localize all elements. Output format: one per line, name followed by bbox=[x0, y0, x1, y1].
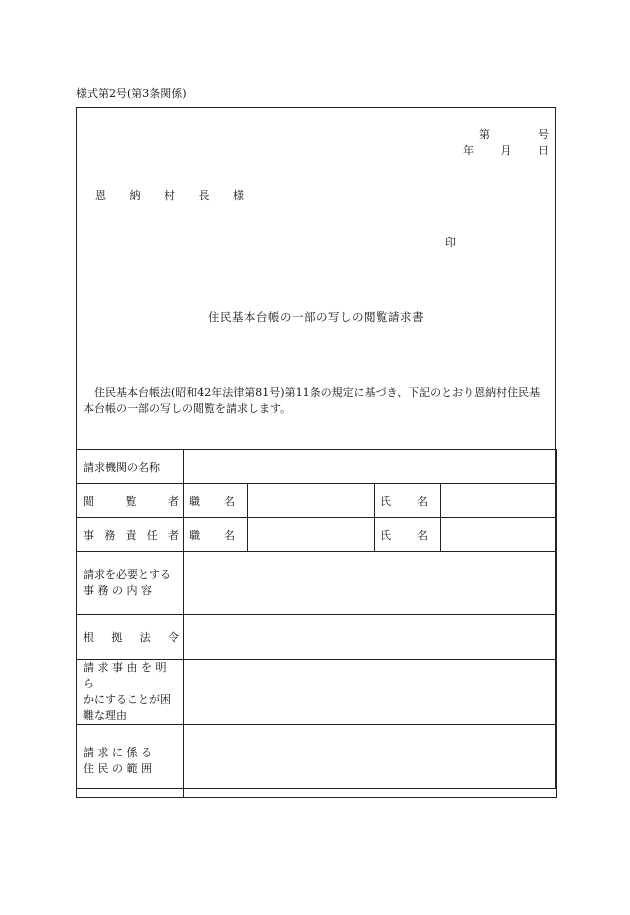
officer-label bbox=[77, 518, 184, 552]
reason-field[interactable] bbox=[184, 660, 557, 725]
legal-basis-field[interactable] bbox=[184, 615, 557, 660]
name-label-char: 名 bbox=[417, 528, 428, 542]
viewer-name-field[interactable] bbox=[441, 484, 557, 518]
purpose-label-line: 請求を必要とする bbox=[83, 568, 171, 581]
table-row bbox=[77, 552, 557, 615]
officer-name-field[interactable] bbox=[441, 518, 557, 552]
table-row bbox=[77, 450, 557, 484]
table-row bbox=[77, 660, 557, 725]
viewer-label-char: 閲 bbox=[83, 494, 94, 508]
form-number-label: 様式第2号(第3条関係) bbox=[76, 87, 187, 100]
viewer-name-label bbox=[375, 484, 441, 518]
scope-label bbox=[77, 725, 184, 798]
name-label-char: 名 bbox=[417, 494, 428, 508]
date-day: 日 bbox=[538, 144, 549, 157]
name-label-char: 氏 bbox=[380, 494, 391, 508]
org-name-label-text: 請求機関の名称 bbox=[83, 460, 160, 474]
date-line bbox=[463, 142, 549, 158]
document-title: 住民基本台帳の一部の写しの閲覧請求書 bbox=[208, 310, 424, 324]
reason-label-line: 難な理由 bbox=[83, 709, 127, 722]
position-label-char: 職 bbox=[189, 528, 200, 542]
table-row bbox=[77, 518, 557, 552]
viewer-position-field[interactable] bbox=[248, 484, 375, 518]
date-year: 年 bbox=[463, 144, 474, 157]
officer-position-label bbox=[184, 518, 248, 552]
request-details-table bbox=[76, 449, 557, 798]
viewer-label-char: 者 bbox=[168, 494, 179, 508]
reason-label-line: 請 求 事 由 を 明 ら bbox=[83, 661, 167, 690]
org-name-label bbox=[77, 450, 184, 484]
document-number-line bbox=[479, 126, 549, 142]
purpose-field[interactable] bbox=[184, 552, 557, 615]
officer-label-char: 事 bbox=[83, 528, 94, 542]
officer-label-char: 務 bbox=[104, 528, 116, 542]
reason-label bbox=[77, 660, 184, 725]
scope-label-line: 住 民 の 範 囲 bbox=[83, 762, 152, 775]
seal-mark: 印 bbox=[445, 236, 456, 249]
name-label-char: 氏 bbox=[380, 528, 391, 542]
scope-field[interactable] bbox=[184, 725, 557, 798]
viewer-label bbox=[77, 484, 184, 518]
table-row bbox=[77, 484, 557, 518]
position-label-char: 名 bbox=[224, 494, 235, 508]
legal-basis-label bbox=[77, 615, 184, 660]
document-number-suffix: 号 bbox=[538, 128, 549, 141]
position-label-char: 職 bbox=[189, 494, 200, 508]
request-form-sheet bbox=[76, 107, 556, 789]
document-number-prefix: 第 bbox=[479, 128, 490, 141]
addressee: 恩 納 村 長 様 bbox=[95, 189, 254, 202]
scope-label-line: 請 求 に 係 る bbox=[83, 746, 152, 759]
request-statement: 住民基本台帳法(昭和42年法律第81号)第11条の規定に基づき、下記のとおり恩納村住民基本台帳の一部の写しの閲覧を請求します。 bbox=[83, 386, 541, 415]
viewer-label-char: 覧 bbox=[125, 494, 137, 508]
officer-position-field[interactable] bbox=[248, 518, 375, 552]
table-row bbox=[77, 725, 557, 798]
officer-label-char: 者 bbox=[168, 528, 179, 542]
purpose-label-line: 事 務 の 内 容 bbox=[83, 584, 152, 597]
legal-basis-label-char: 法 bbox=[139, 631, 151, 644]
legal-basis-label-char: 令 bbox=[167, 631, 179, 644]
legal-basis-label-char: 拠 bbox=[111, 631, 123, 644]
reason-label-line: かにすることが困 bbox=[83, 693, 171, 706]
date-month: 月 bbox=[500, 144, 512, 157]
officer-label-char: 責 bbox=[125, 528, 137, 542]
officer-name-label bbox=[375, 518, 441, 552]
officer-label-char: 任 bbox=[146, 528, 158, 542]
org-name-field[interactable] bbox=[184, 450, 557, 484]
purpose-label bbox=[77, 552, 184, 615]
viewer-position-label bbox=[184, 484, 248, 518]
legal-basis-label-char: 根 bbox=[83, 631, 94, 644]
table-row bbox=[77, 615, 557, 660]
position-label-char: 名 bbox=[224, 528, 235, 542]
